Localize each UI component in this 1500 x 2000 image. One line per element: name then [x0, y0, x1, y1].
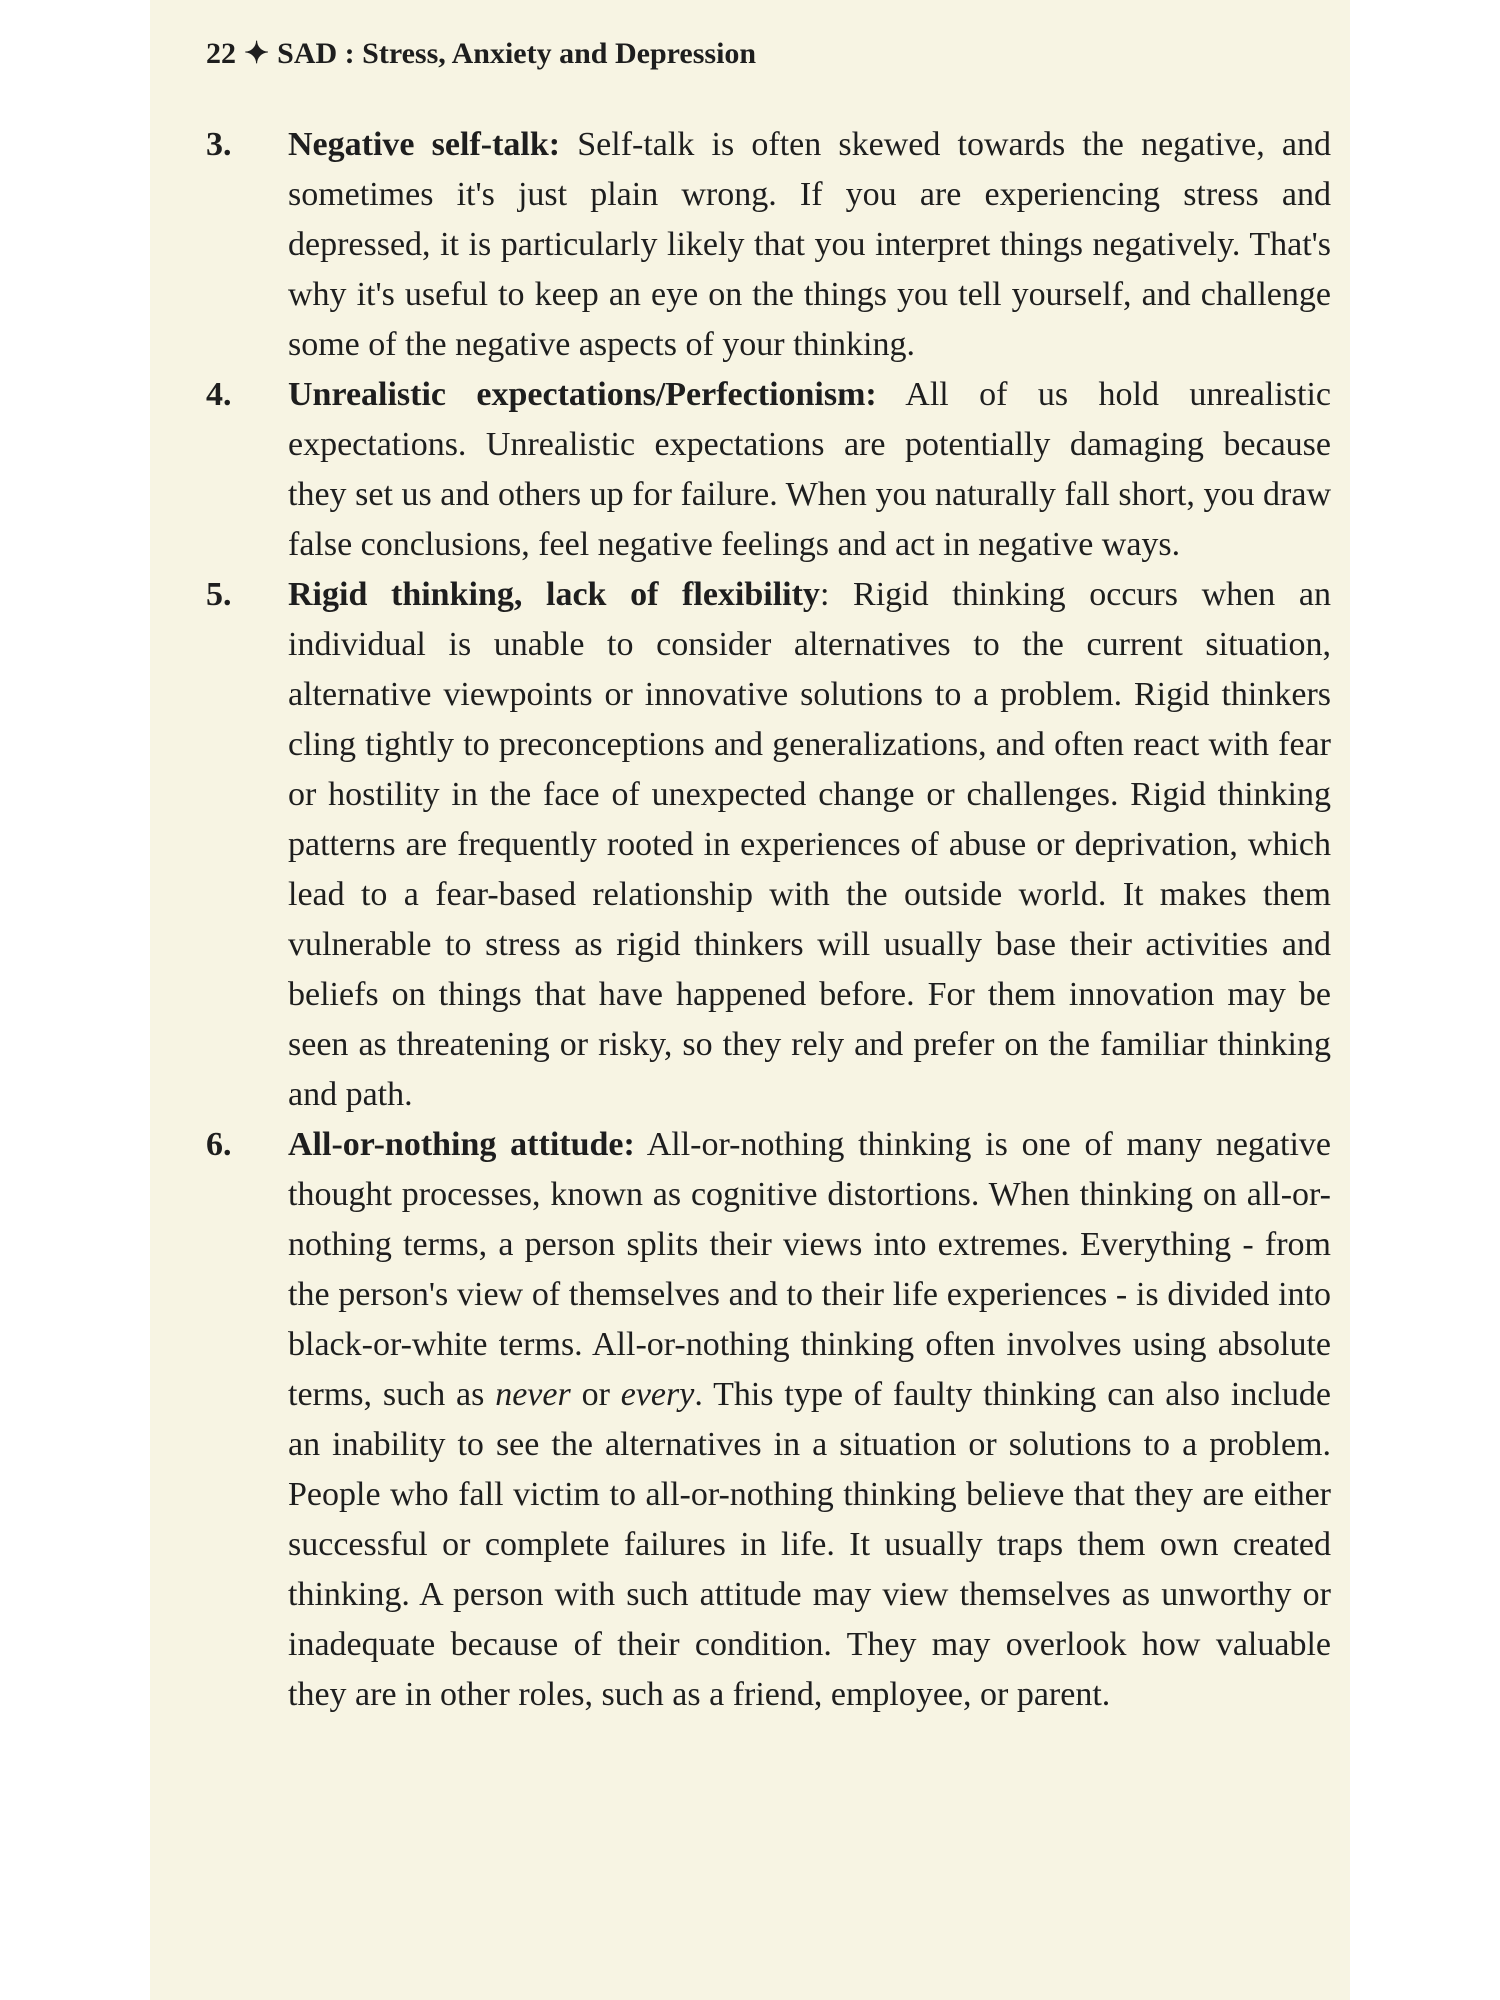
- item-number: 3.: [206, 126, 232, 163]
- list-item: [206, 370, 1331, 570]
- item-text: [288, 570, 1331, 1120]
- item-term: All-or-nothing attitude:: [288, 1126, 635, 1163]
- item-number: 5.: [206, 576, 232, 613]
- item-body: All of us hold unrealistic expectations. Unrealistic expectations are potentially damaging because they set us and others up for failure. When you naturally fall short, you draw false conclusions, feel negative feelings and act in negative ways.: [288, 376, 1332, 563]
- item-text: [288, 120, 1331, 370]
- item-term: Unrealistic expectations/Perfectionism:: [288, 376, 877, 413]
- item-body-part: . This type of faulty thinking can also include an inability to see the alternatives in a situation or solutions to a problem. People who fall victim to all-or-nothing thinking believe that they are either successful or complete failures in life. It usually traps them own created thinking. A person with such attitude may view themselves as unworthy or inadequate because of their condition. They may overlook how valuable they are in other roles, such as a friend, employee, or parent.: [288, 1376, 1331, 1713]
- item-term: Negative self-talk:: [288, 126, 561, 163]
- page-header: [206, 36, 756, 71]
- list-item: [206, 570, 1331, 1120]
- numbered-list: [206, 120, 1331, 1720]
- list-item: [206, 1120, 1331, 1720]
- item-text: [288, 370, 1331, 570]
- item-body: Self-talk is often skewed towards the negative, and sometimes it's just plain wrong. If you are experiencing stress and depressed, it is particularly likely that you interpret things negatively. That's why it's useful to keep an eye on the things you tell yourself, and challenge some of the negative aspects of your thinking.: [288, 126, 1331, 363]
- running-title: SAD : Stress, Anxiety and Depression: [277, 37, 757, 70]
- item-text: [288, 1120, 1331, 1720]
- book-page: [150, 0, 1350, 2000]
- item-number: 4.: [206, 376, 232, 413]
- page-number: 22: [206, 37, 236, 70]
- item-body: : Rigid thinking occurs when an individual is unable to consider alternatives to the current situation, alternative viewpoints or innovative solutions to a problem. Rigid thinkers cling tightly to preconceptions and generalizations, and often react with fear or hostility in the face of unexpected change or challenges. Rigid thinking patterns are frequently rooted in experiences of abuse or deprivation, which lead to a fear-based relationship with the outside world. It makes them vulnerable to stress as rigid thinkers will usually base their activities and beliefs on things that have happened before. For them innovation may be seen as threatening or risky, so they rely and prefer on the familiar thinking and path.: [288, 576, 1331, 1113]
- item-number: 6.: [206, 1126, 232, 1163]
- italic-word: never: [495, 1376, 571, 1413]
- italic-word: every: [620, 1376, 695, 1413]
- item-body-part: All-or-nothing thinking is one of many negative thought processes, known as cognitive distortions. When thinking on all-or-nothing terms, a person splits their views into extremes. Everything - from the person's view of themselves and to their life experiences - is divided into black-or-white terms. All-or-nothing thinking often involves using absolute terms, such as: [288, 1126, 1331, 1413]
- list-item: [206, 120, 1331, 370]
- diamond-separator-icon: ✦: [244, 37, 270, 70]
- item-term: Rigid thinking, lack of flexibility: [288, 576, 820, 613]
- item-body-part: or: [570, 1376, 621, 1413]
